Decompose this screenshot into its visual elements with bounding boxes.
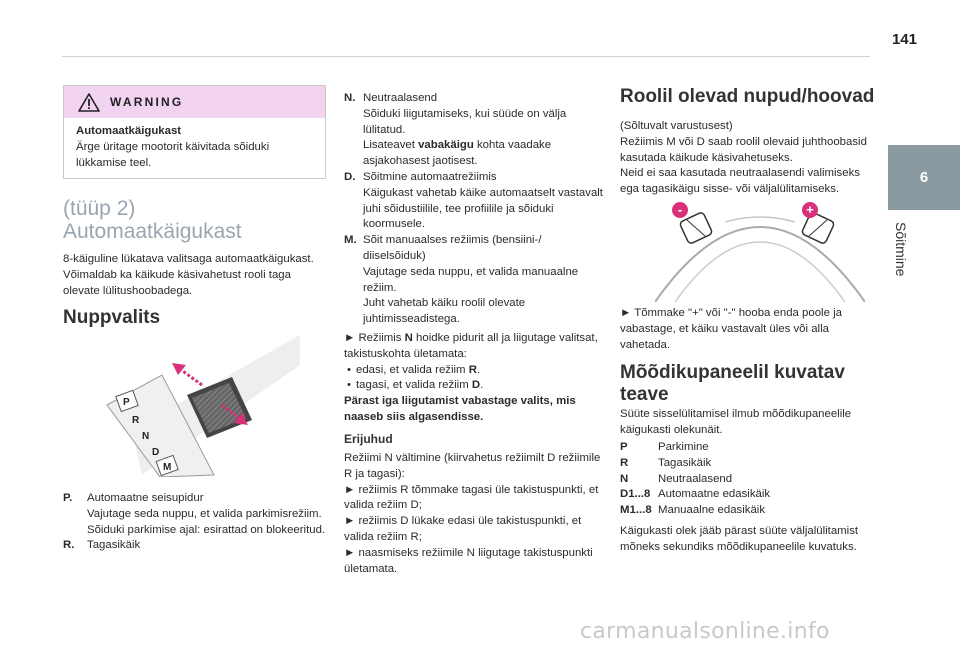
status-value: Automaatne edasikäik (658, 488, 771, 501)
selector-letter-n: N (142, 431, 150, 442)
status-row (620, 503, 882, 519)
status-value: Parkimine (658, 441, 709, 453)
status-key: R (620, 456, 629, 469)
def-key: N. (344, 92, 356, 104)
page-number: 141 (891, 31, 917, 48)
selector-heading: Nuppvalits (63, 307, 161, 328)
text-run-bold: vabakäigu (418, 139, 474, 152)
text-run: ► Režiimis (344, 332, 405, 344)
warning-header (64, 86, 325, 118)
display-heading-line2: teave (620, 384, 669, 405)
gear-selector-illustration (102, 335, 300, 477)
special-cases-heading: Erijuhud (344, 432, 393, 446)
text-run-bold: N (404, 332, 413, 344)
text-run: kohta vaadake asjakohasest jaotisest. (363, 139, 552, 168)
special-case-line: Režiimi N vältimine (kiirvahetus režiimilt D režiimile R ja tagasi): (344, 452, 601, 480)
def-line: Vajutage seda nuppu, et valida parkimisrežiim. (87, 507, 322, 520)
def-line: Automaatne seisupidur (87, 492, 204, 504)
paddles-intro (620, 119, 882, 198)
special-case-line: ► režiimis D lükake edasi üle takistuspunkti, et valida režiim R; (344, 515, 582, 543)
selector-definitions (63, 491, 327, 554)
section-title (63, 197, 242, 243)
special-cases-text (344, 451, 606, 577)
intro-paragraph: 8-käiguline lükatava valitsaga automaatkäigukast. Võimaldab ka käikude käsivahetust rooli taga olevate lülitushoobadega. (63, 253, 314, 297)
status-key: N (620, 472, 629, 485)
bullet-item (344, 378, 606, 394)
warning-triangle-icon (78, 93, 100, 112)
display-heading-line1: Mõõdikupaneelil kuvatav (620, 362, 845, 383)
warning-box (63, 85, 326, 179)
def-line: Sõiduki parkimise ajal: esirattad on blokeeritud. (87, 523, 326, 536)
def-line: Sõitmine automaatrežiimis (363, 170, 497, 183)
def-line: Sõit manuaalses režiimis (bensiini-/ diiselsõiduk) (363, 234, 542, 262)
selector-letter-r: R (132, 415, 140, 426)
display-status-list (620, 440, 882, 519)
steering-paddles-illustration (655, 192, 865, 302)
status-value: Tagasikäik (658, 456, 712, 469)
status-row (620, 472, 882, 488)
def-row-r (63, 538, 327, 554)
text-run-bold: D (471, 379, 481, 392)
chapter-label-wrap (893, 222, 913, 282)
status-row (620, 440, 882, 456)
text-run: edasi, et valida režiim (356, 363, 469, 376)
display-intro: Süüte sisselülitamisel ilmub mõõdikupaneelile käigukasti olekunäit. (620, 408, 852, 436)
warning-heading: Automaatkäigukast (76, 125, 182, 137)
def-line: Sõiduki liigutamiseks, kui süüde on välja lülitatud. (363, 107, 567, 136)
def-line: Tagasikäik (87, 539, 141, 552)
def-key: R. (63, 539, 75, 552)
def-key: P. (63, 492, 73, 504)
display-footer: Käigukasti olek jääb pärast süüte väljalülitamist mõneks sekundiks mõõdikupaneelile kuvatuks. (620, 525, 859, 553)
text-run: tagasi, et valida režiim (356, 379, 472, 392)
intro-line: (Sõltuvalt varustusest) (620, 120, 733, 132)
mode-n-instructions (344, 331, 606, 426)
paddles-heading: Roolil olevad nupud/hoovad (620, 86, 875, 107)
status-row (620, 487, 882, 503)
header-divider (62, 56, 870, 57)
def-line: Vajutage seda nuppu, et valida manuaalne režiim. (363, 265, 579, 294)
intro-line: Neid ei saa kasutada neutraalasendi valimiseks ega tagasikäigu sisse- või väljalülitamiseks. (620, 167, 860, 196)
status-value: Manuaalne edasikäik (658, 504, 766, 517)
plus-label: + (806, 202, 814, 217)
def-row-p (63, 491, 327, 538)
def-key: M. (344, 234, 357, 247)
section-title-line2: Automaatkäigukast (63, 220, 242, 243)
status-key: P (620, 441, 628, 453)
intro-line: Režiimis M või D saab roolil olevaid juhthoobasid kasutada käikude käsivahetuseks. (620, 135, 867, 164)
text-run: . (476, 363, 481, 376)
minus-label: - (677, 202, 683, 217)
text-run: Lisateavet (363, 139, 419, 152)
def-line-extra (363, 138, 606, 170)
def-row-n (344, 91, 606, 170)
warning-title: WARNING (110, 95, 184, 109)
chapter-label: Sõitmine (893, 222, 909, 277)
text-run: . (480, 379, 484, 392)
def-line: Juht vahetab käiku roolil olevate juhtimisseadistega. (363, 297, 526, 326)
section-title-line1: (tüüp 2) (63, 197, 136, 220)
def-row-m (344, 233, 606, 328)
display-heading (620, 362, 845, 406)
paddles-instruction: ► Tõmmake "+" või "-" hooba enda poole ja vabastage, et käiku vastavalt üles või alla vahetada. (620, 307, 842, 351)
status-key: M1...8 (620, 504, 652, 517)
bullet-item (344, 363, 606, 379)
warning-text: Ärge üritage mootorit käivitada sõiduki lükkamise teel. (76, 140, 270, 169)
text-run-bold: R (468, 363, 477, 376)
status-key: D1...8 (620, 488, 651, 501)
special-case-line: ► naasmiseks režiimile N liigutage takistuspunkti ületamata. (344, 546, 593, 575)
chapter-number: 6 (919, 169, 929, 186)
def-key: D. (344, 170, 356, 183)
def-row-d (344, 170, 606, 233)
mode-definitions (344, 91, 606, 328)
chapter-tab[interactable] (888, 145, 960, 210)
def-line: Käigukast vahetab käike automaatselt vastavalt juhi sõidustiilile, tee profiilile ja sõiduki koormusele. (363, 186, 603, 231)
warning-body (64, 118, 325, 177)
special-case-line: ► režiimis R tõmmake tagasi üle takistuspunkti, et valida režiim D; (344, 483, 599, 512)
watermark: carmanualsonline.info (580, 619, 830, 644)
selector-letter-p: P (123, 397, 130, 408)
text-run: hoidke pidurit all ja liigutage valitsat, takistuskohta ületamata: (344, 332, 598, 360)
status-value: Neutraalasend (658, 472, 733, 485)
def-line: Neutraalasend (363, 92, 438, 104)
status-row (620, 456, 882, 472)
instruction-paragraph (344, 331, 606, 363)
selector-letter-m: M (163, 462, 172, 473)
release-note: Pärast iga liigutamist vabastage valits, mis naaseb siis algasendisse. (344, 395, 576, 423)
selector-letter-d: D (152, 447, 160, 458)
